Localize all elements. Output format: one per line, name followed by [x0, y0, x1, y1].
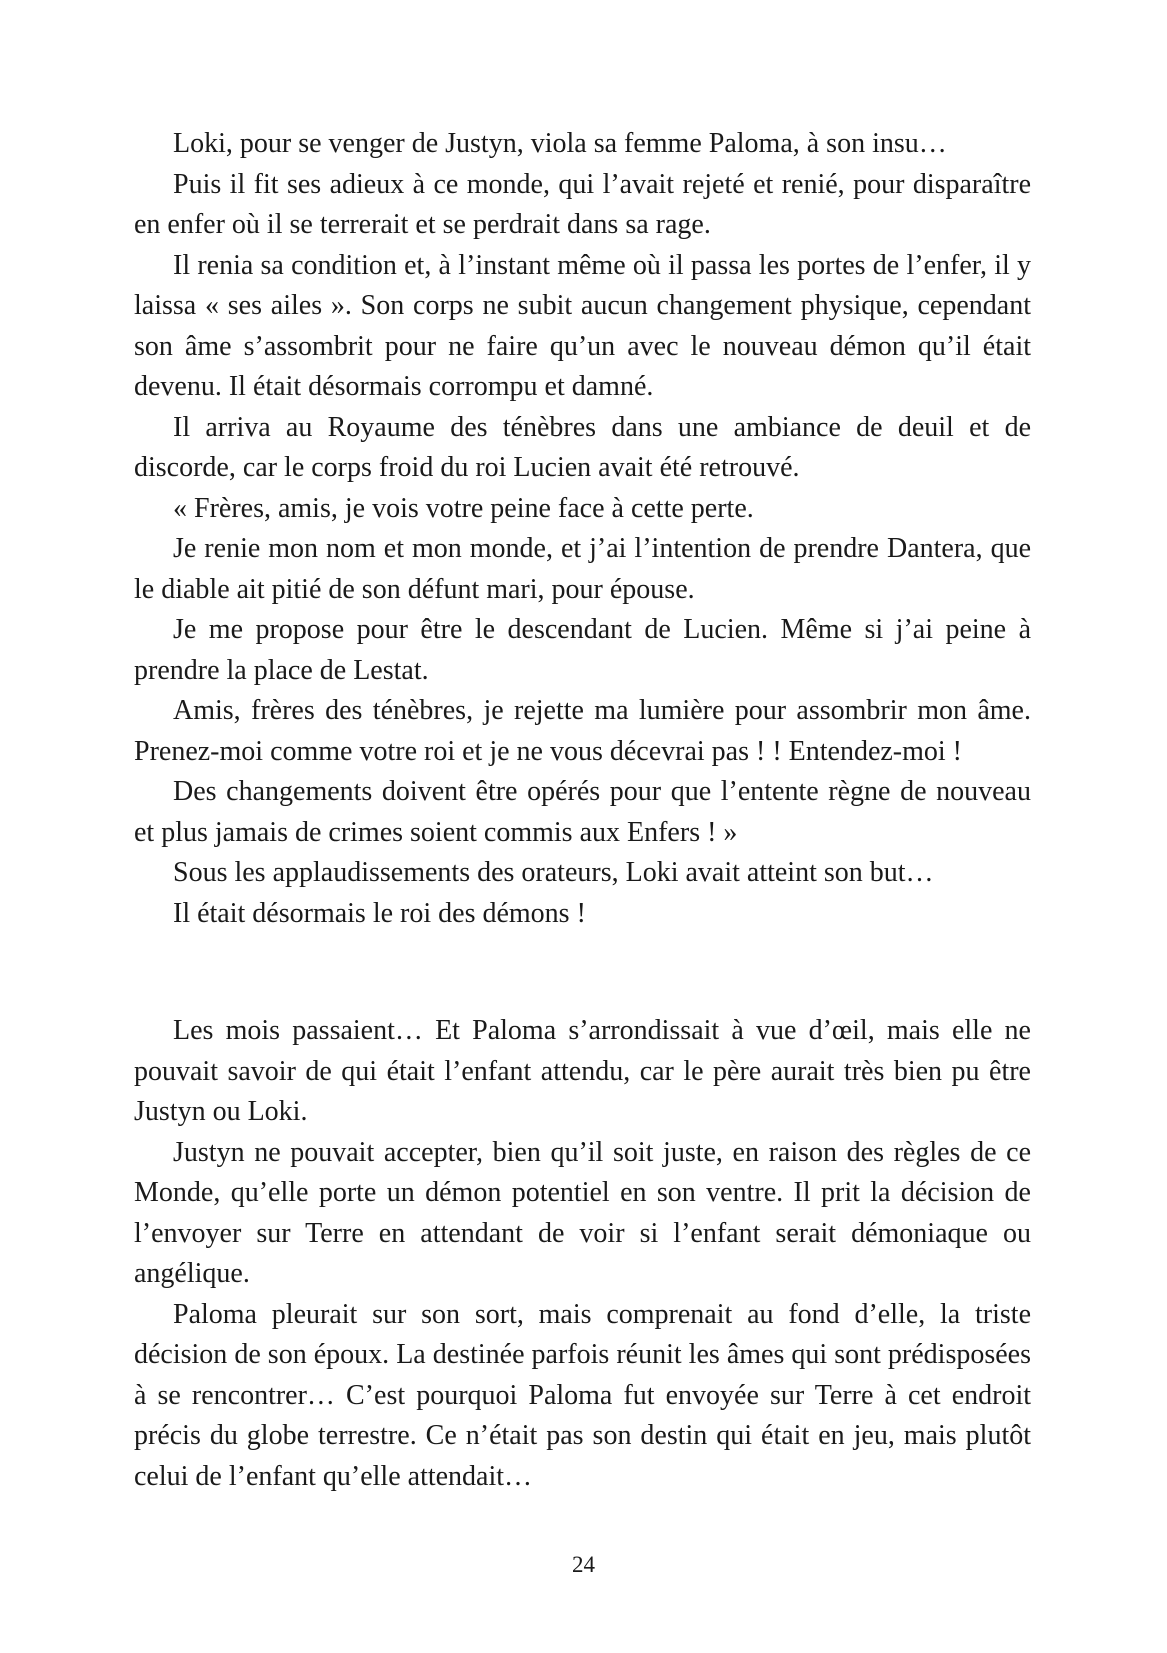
- paragraph: Amis, frères des ténèbres, je rejette ma lumière pour assombrir mon âme. Prenez-moi comme votre roi et je ne vous décevrai pas ! ! Entendez-moi !: [134, 695, 1031, 767]
- paragraph: Paloma pleurait sur son sort, mais comprenait au fond d’elle, la triste décision de son époux. La destinée parfois réunit les âmes qui sont prédisposées à se rencontrer… C’est pourquoi Paloma fut envoyée sur Terre à cet endroit précis du globe terrestre. Ce n’était pas son destin qui était en jeu, mais plutôt celui de l’enfant qu’elle attendait…: [134, 1298, 1031, 1492]
- paragraph: Puis il fit ses adieux à ce monde, qui l’avait rejeté et renié, pour disparaître en enfer où il se terrerait et se perdrait dans sa rage.: [134, 168, 1031, 240]
- paragraph: Je renie mon nom et mon monde, et j’ai l’intention de prendre Dantera, que le diable ait pitié de son défunt mari, pour épouse.: [134, 533, 1031, 605]
- paragraph: Je me propose pour être le descendant de Lucien. Même si j’ai peine à prendre la place de Lestat.: [134, 614, 1031, 686]
- text-section-one: [134, 124, 1031, 934]
- page-number: 24: [572, 1552, 595, 1577]
- paragraph: « Frères, amis, je vois votre peine face à cette perte.: [173, 492, 754, 524]
- paragraph: Il arriva au Royaume des ténèbres dans une ambiance de deuil et de discorde, car le corps froid du roi Lucien avait été retrouvé.: [134, 411, 1031, 483]
- paragraph: Des changements doivent être opérés pour que l’entente règne de nouveau et plus jamais de crimes soient commis aux Enfers ! »: [134, 776, 1031, 848]
- paragraph: Il était désormais le roi des démons !: [173, 897, 586, 929]
- text-section-two: [134, 1011, 1031, 1497]
- paragraph: Sous les applaudissements des orateurs, Loki avait atteint son but…: [173, 857, 934, 888]
- paragraph: Il renia sa condition et, à l’instant même où il passa les portes de l’enfer, il y laissa « ses ailes ». Son corps ne subit aucun changement physique, cependant son âme s’assombrit pour ne faire qu’un avec le nouveau démon qu’il était devenu. Il était désormais corrompu et damné.: [134, 249, 1031, 402]
- paragraph: Justyn ne pouvait accepter, bien qu’il soit juste, en raison des règles de ce Monde, qu’elle porte un démon potentiel en son ventre. Il prit la décision de l’envoyer sur Terre en attendant de voir si l’enfant serait démoniaque ou angélique.: [134, 1136, 1031, 1289]
- paragraph: Loki, pour se venger de Justyn, viola sa femme Paloma, à son insu…: [173, 128, 947, 159]
- paragraph: Les mois passaient… Et Paloma s’arrondissait à vue d’œil, mais elle ne pouvait savoir de qui était l’enfant attendu, car le père aurait très bien pu être Justyn ou Loki.: [134, 1015, 1031, 1127]
